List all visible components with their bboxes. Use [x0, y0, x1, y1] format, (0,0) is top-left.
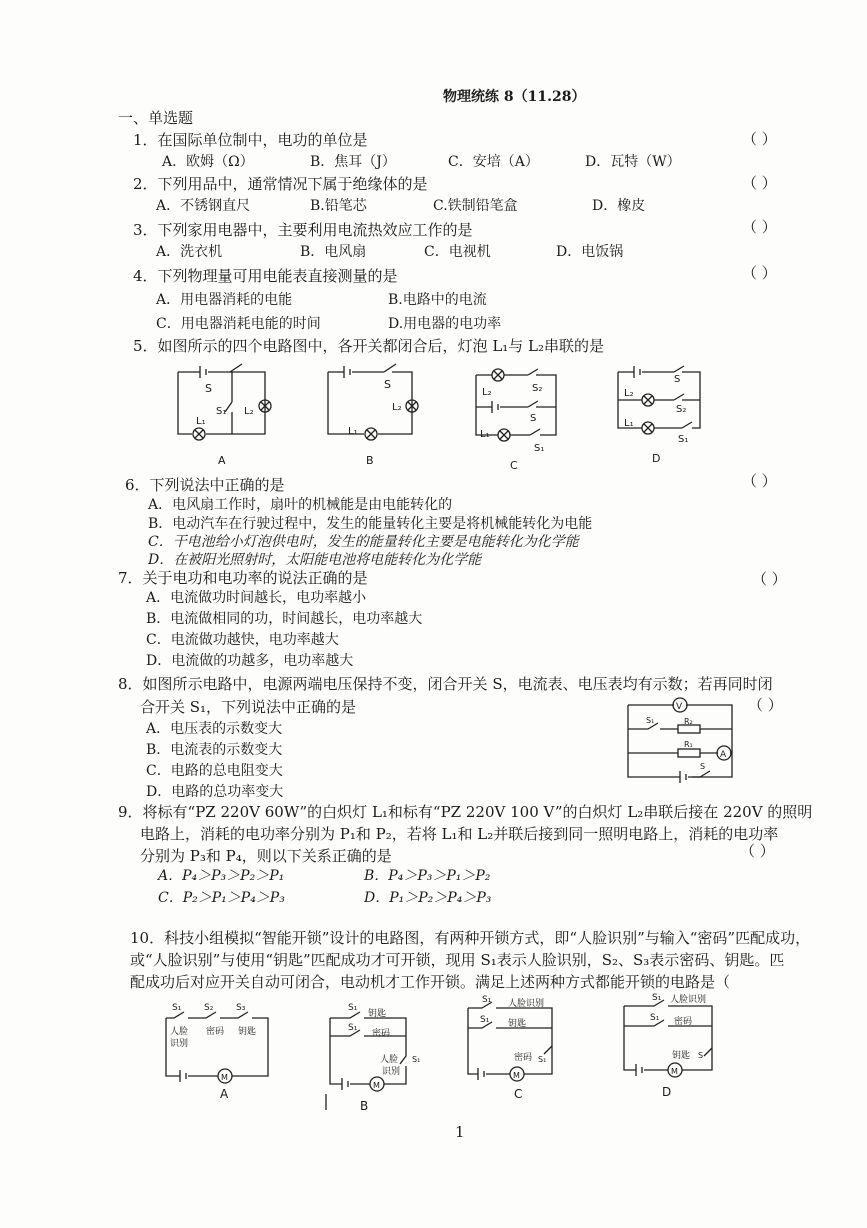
svg-text:S₁: S₁ — [216, 406, 227, 417]
svg-text:S: S — [205, 382, 212, 395]
q10d-key-label: 钥匙 — [672, 1051, 691, 1061]
svg-text:S₁: S₁ — [348, 1003, 358, 1013]
q8-option-d: D．电路的总功率变大 — [146, 784, 284, 800]
svg-text:S₂: S₂ — [532, 383, 543, 394]
q1-answer-bracket: （ ） — [742, 130, 777, 148]
q10b-motor: M — [373, 1081, 380, 1090]
q8-circuit — [626, 697, 736, 793]
q1-option-b: B．焦耳（J） — [310, 154, 396, 170]
q10d-pwd-label: 密码 — [674, 1017, 693, 1027]
section-heading: 一、单选题 — [118, 109, 194, 127]
q10-label-a: A — [220, 1087, 229, 1101]
svg-text:S: S — [384, 378, 391, 391]
svg-text:R₂: R₂ — [684, 717, 693, 726]
q3-option-c: C．电视机 — [424, 244, 491, 260]
q5-circuit-d — [612, 362, 712, 465]
svg-text:S: S — [700, 762, 706, 771]
svg-text:S₁: S₁ — [172, 1003, 182, 1013]
q2-answer-bracket: （ ） — [742, 174, 777, 192]
q7-option-c: C．电流做功越快，电功率越大 — [146, 632, 339, 648]
q5-circuit-b — [322, 362, 422, 467]
q10a-motor: M — [221, 1073, 228, 1082]
q9-option-a: A．P₄＞P₃＞P₂＞P₁ — [158, 868, 285, 884]
svg-text:L₂: L₂ — [244, 406, 254, 417]
q9-line1: 9．将标有“PZ 220V 60W”的白炽灯 L₁和标有“PZ 220V 100 V”的白炽灯 L₂串联后接在 220V 的照明 — [118, 803, 813, 821]
q5-label-c: C — [510, 459, 518, 472]
q10d-motor: M — [671, 1067, 678, 1076]
q9-line3: 分别为 P₃和 P₄，则以下关系正确的是 — [140, 847, 392, 865]
q9-option-d: D．P₁＞P₂＞P₄＞P₃ — [364, 890, 492, 906]
q4-answer-bracket: （ ） — [742, 264, 777, 282]
q10-circuit-b — [322, 998, 434, 1113]
q6-option-b: B．电动汽车在行驶过程中，发生的能量转化主要是将机械能转化为电能 — [148, 516, 593, 532]
q7-answer-bracket: （ ） — [752, 570, 787, 588]
svg-text:S₁: S₁ — [480, 1015, 490, 1025]
svg-text:L₁: L₁ — [480, 429, 490, 440]
q5-label-d: D — [652, 452, 661, 465]
q5-circuit-a — [170, 362, 270, 467]
q2-option-b: B.铅笔芯 — [310, 198, 367, 214]
q6-option-a: A．电风扇工作时，扇叶的机械能是由电能转化的 — [148, 497, 453, 513]
svg-text:S₁: S₁ — [348, 1023, 358, 1033]
q3-option-b: B．电风扇 — [300, 244, 367, 260]
q10b-face-label: 人脸 — [380, 1055, 399, 1065]
svg-text:S₁: S₁ — [652, 993, 662, 1003]
q10d-face-label: 人脸识别 — [670, 995, 707, 1005]
q10b-key-label: 钥匙 — [368, 1009, 387, 1019]
svg-text:S₁: S₁ — [482, 995, 492, 1005]
q2-option-c: C.铁制铅笔盒 — [433, 198, 518, 214]
svg-text:A: A — [720, 750, 727, 760]
q10c-pwd-label: 密码 — [514, 1053, 533, 1063]
q7-option-a: A．电流做功时间越长，电功率越小 — [146, 590, 367, 606]
q10-label-d: D — [662, 1085, 672, 1099]
svg-text:V: V — [676, 702, 683, 712]
svg-text:S₁: S₁ — [650, 1013, 660, 1023]
q5-circuit-c — [470, 365, 570, 472]
q2-stem: 2．下列用品中，通常情况下属于绝缘体的是 — [133, 175, 428, 193]
q10-circuit-a — [160, 998, 272, 1100]
svg-text:L₁: L₁ — [196, 416, 206, 427]
q7-option-d: D．电流做的功越多，电功率越大 — [146, 653, 354, 669]
q10-circuit-c — [462, 995, 574, 1101]
q10-label-c: C — [514, 1087, 523, 1101]
page-title: 物理统练 8（11.28） — [443, 89, 586, 105]
page-number: 1 — [455, 1123, 465, 1141]
q9-option-c: C．P₂＞P₁＞P₄＞P₃ — [158, 890, 285, 906]
svg-text:L₁: L₁ — [624, 418, 634, 429]
svg-text:S₁: S₁ — [646, 716, 655, 725]
svg-text:R₁: R₁ — [684, 740, 693, 749]
q3-answer-bracket: （ ） — [742, 218, 777, 236]
q1-stem: 1．在国际单位制中，电功的单位是 — [133, 131, 368, 149]
q1-option-c: C．安培（A） — [448, 154, 539, 170]
q5-stem: 5．如图所示的四个电路图中，各开关都闭合后，灯泡 L₁与 L₂串联的是 — [133, 337, 605, 355]
svg-text:L₂: L₂ — [482, 387, 492, 398]
q5-label-b: B — [366, 454, 374, 467]
svg-text:S₁: S₁ — [534, 443, 545, 454]
svg-text:S₃: S₃ — [236, 1003, 246, 1013]
svg-text:S₂: S₂ — [676, 404, 687, 415]
q3-option-a: A．洗衣机 — [156, 244, 223, 260]
q6-stem: 6．下列说法中正确的是 — [125, 476, 285, 494]
q7-stem: 7．关于电功和电功率的说法正确的是 — [118, 569, 368, 587]
svg-text:S: S — [698, 1051, 704, 1060]
q4-stem: 4．下列物理量可用电能表直接测量的是 — [133, 267, 398, 285]
q1-option-d: D．瓦特（W） — [585, 154, 681, 170]
q10c-motor: M — [513, 1071, 520, 1080]
svg-text:S₁: S₁ — [412, 1055, 421, 1064]
q8-option-a: A．电压表的示数变大 — [146, 721, 283, 737]
q1-option-a: A．欧姆（Ω） — [162, 154, 254, 170]
q6-option-c: C．干电池给小灯泡供电时，发生的能量转化主要是电能转化为化学能 — [148, 534, 579, 550]
q10a-pwd-label: 密码 — [206, 1027, 225, 1037]
q4-option-a: A．用电器消耗的电能 — [156, 292, 293, 308]
q10-line2: 或“人脸识别”与使用“钥匙”匹配成功才可开锁，现用 S₁表示人脸识别，S₂、S₃表示密码、钥匙。匹 — [130, 951, 785, 969]
svg-text:S₁: S₁ — [678, 434, 689, 445]
q10b-face-label2: 识别 — [382, 1067, 401, 1077]
q10-line3: 配成功后对应开关自动可闭合，电动机才工作开锁。满足上述两种方式都能开锁的电路是（ — [130, 973, 731, 991]
q3-stem: 3．下列家用电器中，主要利用电流热效应工作的是 — [133, 221, 473, 239]
q10a-face-label: 人脸 — [170, 1027, 189, 1037]
q10a-key-label: 钥匙 — [238, 1027, 257, 1037]
q4-option-c: C．用电器消耗电能的时间 — [156, 316, 321, 332]
svg-text:S: S — [530, 413, 537, 424]
q10a-face-label2: 识别 — [170, 1039, 189, 1049]
q8-stem-cont: 合开关 S₁，下列说法中正确的是 — [140, 698, 357, 716]
q10-line1: 10．科技小组模拟“智能开锁”设计的电路图，有两种开锁方式，即“人脸识别”与输入“密码”匹配成功， — [130, 929, 811, 947]
q10c-key-label: 钥匙 — [508, 1019, 527, 1029]
q8-option-c: C．电路的总电阻变大 — [146, 763, 283, 779]
q2-option-d: D．橡皮 — [592, 198, 646, 214]
q7-option-b: B．电流做相同的功，时间越长，电功率越大 — [146, 611, 423, 627]
q6-option-d: D．在被阳光照射时，太阳能电池将电能转化为化学能 — [148, 552, 482, 568]
svg-text:S₁: S₁ — [538, 1055, 547, 1064]
q9-option-b: B．P₄＞P₃＞P₁＞P₂ — [364, 868, 491, 884]
q9-answer-bracket: （ ） — [740, 842, 775, 860]
q2-option-a: A．不锈钢直尺 — [156, 198, 251, 214]
q8-answer-bracket: （ ） — [748, 696, 783, 714]
q9-line2: 电路上，消耗的电功率分别为 P₁和 P₂，若将 L₁和 L₂并联后接到同一照明电路上，消耗的电功率 — [140, 825, 779, 843]
svg-text:L₂: L₂ — [624, 388, 634, 399]
svg-text:S: S — [674, 374, 681, 385]
q10-label-b: B — [360, 1099, 369, 1113]
q10b-pwd-label: 密码 — [372, 1029, 391, 1039]
svg-text:L₁: L₁ — [348, 426, 358, 437]
q5-label-a: A — [218, 454, 226, 467]
q8-stem: 8．如图所示电路中，电源两端电压保持不变，闭合开关 S，电流表、电压表均有示数；若再同时闭 — [118, 675, 773, 693]
svg-text:S₂: S₂ — [204, 1003, 214, 1013]
q8-option-b: B．电流表的示数变大 — [146, 742, 283, 758]
svg-text:L₂: L₂ — [392, 402, 402, 413]
q10c-face-label: 人脸识别 — [508, 999, 545, 1009]
q6-answer-bracket: （ ） — [742, 472, 777, 490]
q3-option-d: D．电饭锅 — [556, 244, 624, 260]
q4-option-d: D.用电器的电功率 — [388, 316, 502, 332]
q4-option-b: B.电路中的电流 — [388, 292, 487, 308]
q10-circuit-d — [618, 992, 730, 1099]
